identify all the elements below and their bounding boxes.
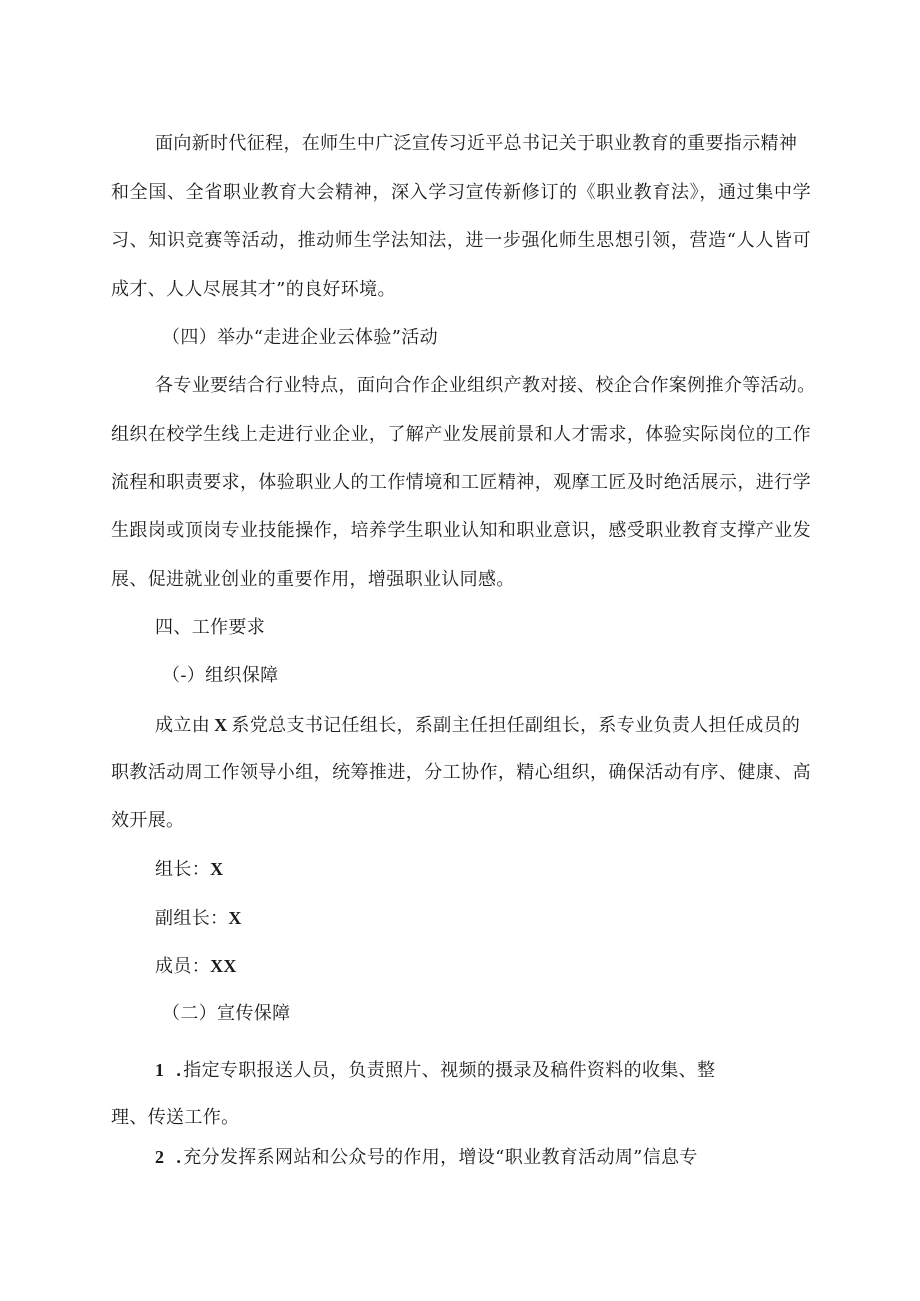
list-item-1-continuation: 理、传送工作。 bbox=[111, 1107, 240, 1128]
section-heading-work-requirements: 四、工作要求 bbox=[155, 617, 266, 638]
p1-line-1: 面向新时代征程，在师生中广泛宣传习近平总书记关于职业教育的重要指示精神 bbox=[155, 133, 798, 154]
p1-line-4: 成才、人人尽展其才”的良好环境。 bbox=[111, 279, 396, 300]
list-item-2-number: 2 bbox=[155, 1147, 165, 1167]
p3-line-1-prefix: 成立由 bbox=[155, 715, 211, 736]
list-item-2 bbox=[155, 1145, 698, 1170]
role-leader-value: X bbox=[210, 859, 224, 879]
p2-line-1: 各专业要结合行业特点，面向合作企业组织产教对接、校企合作案例推介等活动。 bbox=[155, 375, 816, 396]
heading-org-guarantee: （-）组织保障 bbox=[162, 665, 279, 686]
p2-line-5: 展、促进就业创业的重要作用，增强职业认同感。 bbox=[111, 569, 515, 590]
role-deputy-value: X bbox=[228, 908, 242, 928]
role-deputy-label: 副组长： bbox=[155, 908, 229, 929]
role-members-value: XX bbox=[210, 956, 237, 976]
list-item-1-dot: . bbox=[176, 1060, 182, 1080]
role-members bbox=[155, 954, 237, 979]
list-item-1 bbox=[155, 1058, 715, 1083]
p3-line-1 bbox=[155, 713, 800, 738]
p3-line-2: 职教活动周工作领导小组，统筹推进，分工协作，精心组织，确保活动有序、健康、高 bbox=[111, 762, 811, 783]
p2-line-4: 生跟岗或顶岗专业技能操作，培养学生职业认知和职业意识，感受职业教育支撑产业发 bbox=[111, 520, 811, 541]
role-leader bbox=[155, 857, 223, 882]
p1-line-2: 和全国、全省职业教育大会精神，深入学习宣传新修订的《职业教育法》，通过集中学 bbox=[111, 182, 811, 203]
list-item-2-text: 充分发挥系网站和公众号的作用，增设“职业教育活动周”信息专 bbox=[183, 1147, 698, 1168]
list-item-2-dot: . bbox=[176, 1147, 182, 1167]
heading-publicity-guarantee: （二）宣传保障 bbox=[162, 1003, 291, 1024]
role-members-label: 成员： bbox=[155, 956, 211, 977]
list-item-1-text: 指定专职报送人员，负责照片、视频的摄录及稿件资料的收集、整 bbox=[183, 1060, 716, 1081]
role-leader-label: 组长： bbox=[155, 859, 211, 880]
p2-line-2: 组织在校学生线上走进行业企业，了解产业发展前景和人才需求，体验实际岗位的工作 bbox=[111, 424, 811, 445]
heading-activity-4: （四）举办“走进企业云体验”活动 bbox=[162, 327, 439, 348]
p3-line-1-suffix: 系党总支书记任组长，系副主任担任副组长，系专业负责人担任成员的 bbox=[231, 715, 801, 736]
p1-line-3: 习、知识竞赛等活动，推动师生学法知法，进一步强化师生思想引领，营造“人人皆可 bbox=[111, 230, 811, 251]
p3-line-3: 效开展。 bbox=[111, 810, 185, 831]
role-deputy bbox=[155, 906, 242, 931]
p2-line-3: 流程和职责要求，体验职业人的工作情境和工匠精神，观摩工匠及时绝活展示，进行学 bbox=[111, 472, 811, 493]
p3-line-1-bold-x: X bbox=[214, 715, 228, 735]
list-item-1-number: 1 bbox=[155, 1060, 165, 1080]
